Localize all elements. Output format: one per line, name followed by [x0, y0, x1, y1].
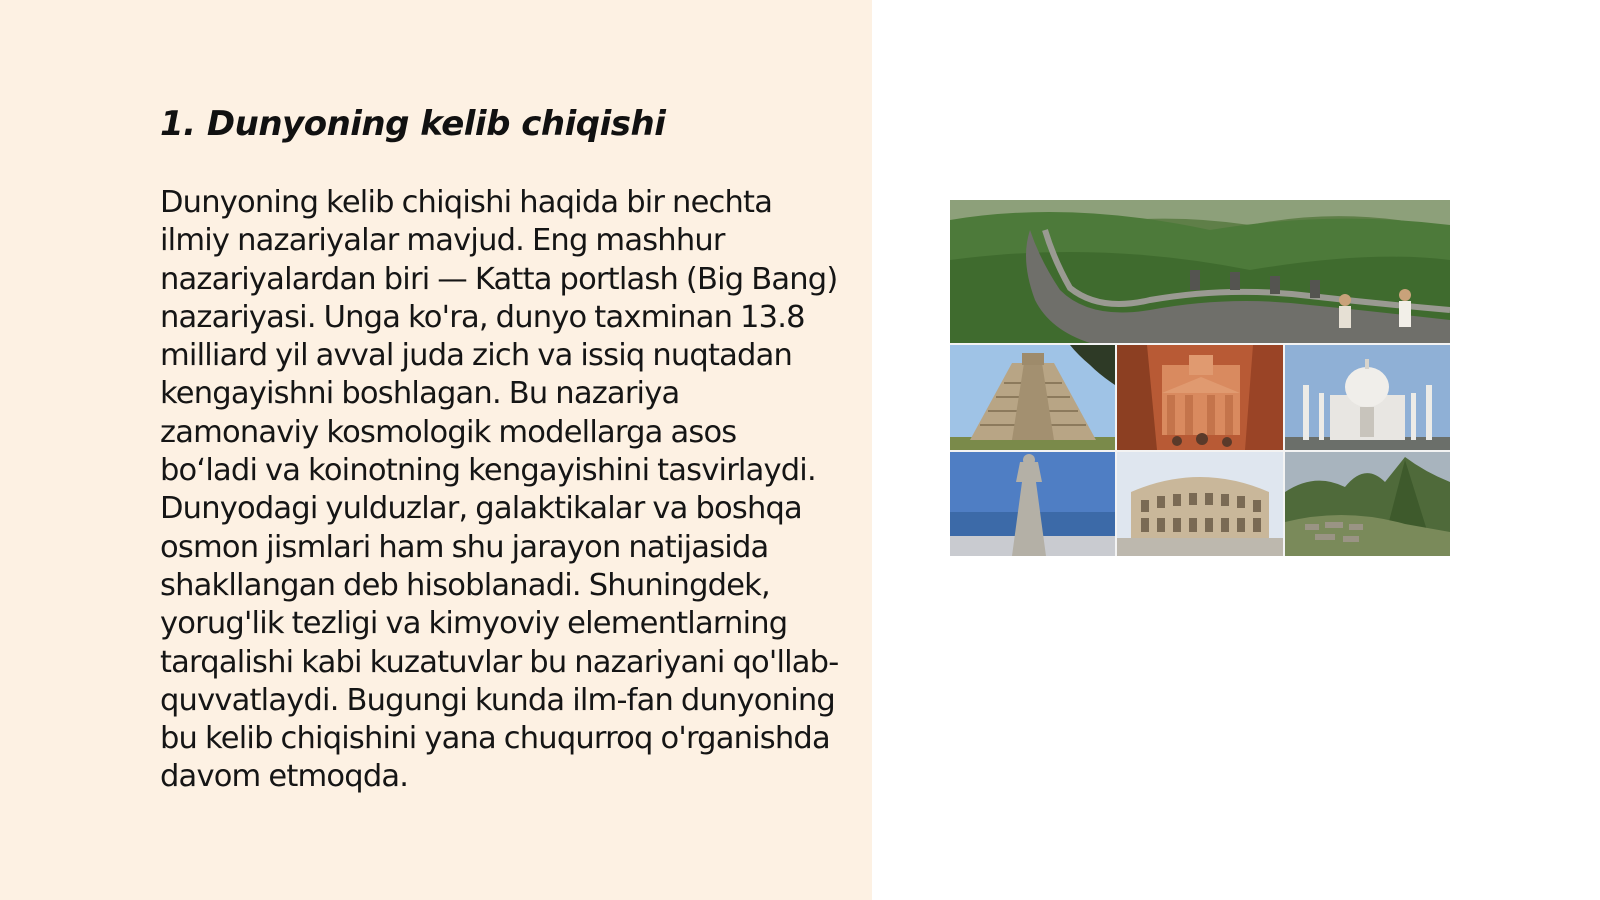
slide-body-text: Dunyoning kelib chiqishi haqida bir nechta ilmiy nazariyalar mavjud. Eng mashhur nazariyalardan biri — Katta portlash (Big Bang) nazariyasi. Unga ko'ra, dunyo taxminan 13.8 milliard yil avval juda zich va issiq nuqtadan kengayishni boshlagan. Bu nazariya zamonaviy kosmologik modellarga asos bo‘ladi va koinotning kengayishini tasvirlaydi. Dunyodagi yulduzlar, galaktikalar va boshqa osmon jismlari ham shu jarayon natijasida shakllangan deb hisoblanadi. Shuningdek, yorug'lik tezligi va kimyoviy elementlarning tarqalishi kabi kuzatuvlar bu nazariyani qo'llab-quvvatlaydi. Bugungi kunda ilm-fan dunyoning bu kelib chiqishini yana chuqurroq o'rganishda davom etmoqda. — [160, 185, 839, 795]
chichen-itza-photo — [950, 345, 1115, 450]
christ-the-redeemer-photo — [950, 452, 1115, 556]
machu-picchu-photo — [1285, 452, 1450, 556]
slide-title: 1. Dunyoning kelib chiqishi — [160, 104, 666, 144]
petra-photo — [1117, 345, 1283, 450]
great-wall-photo — [950, 200, 1450, 343]
taj-mahal-photo — [1285, 345, 1450, 450]
colosseum-photo — [1117, 452, 1283, 556]
world-wonders-collage — [950, 200, 1450, 556]
